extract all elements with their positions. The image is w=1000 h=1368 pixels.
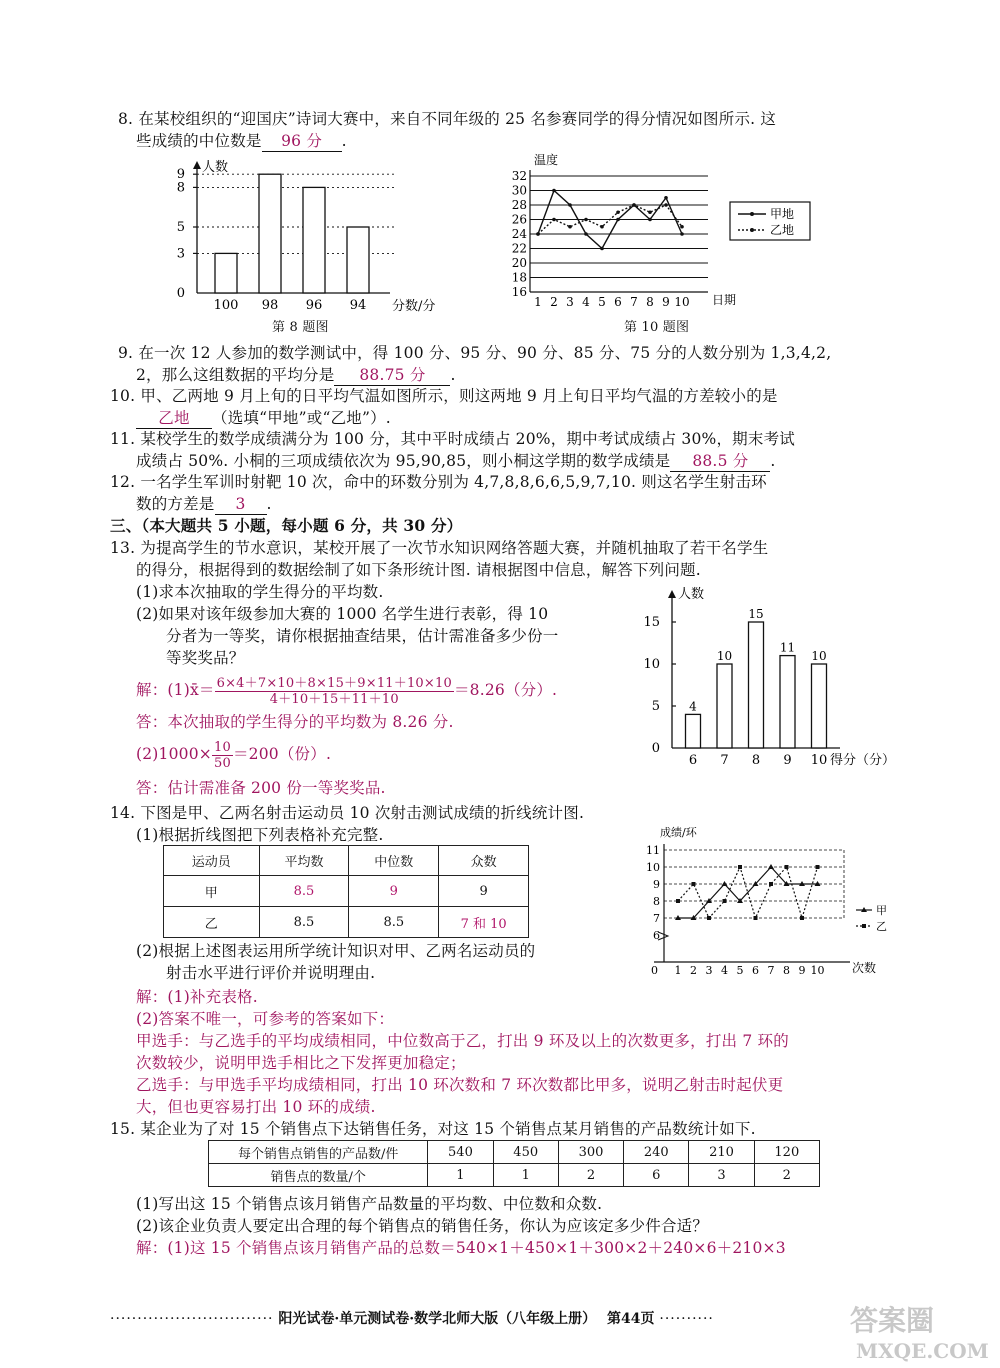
fig10-ytick: 20	[511, 256, 527, 270]
q13-bar	[717, 664, 732, 748]
q10-line2: 乙地 （选填“甲地”或“乙地”）.	[136, 408, 391, 429]
fig8-xtick: 94	[349, 298, 367, 313]
q14-ytick: 10	[646, 861, 660, 874]
fig8-ytick: 8	[176, 180, 185, 196]
q9-line2: 2，那么这组数据的平均分是 88.75 分 .	[136, 366, 456, 384]
q13-part2c: 等奖奖品？	[166, 649, 245, 667]
q14-point-b	[676, 899, 680, 903]
fig10-xlabel: 日期	[712, 293, 737, 307]
q14-cell: 9	[349, 876, 439, 907]
fig10-xtick: 5	[598, 295, 606, 309]
fig10-xtick: 1	[534, 295, 542, 309]
fig10-ytick: 32	[511, 169, 527, 183]
q15-cell: 210	[689, 1141, 754, 1164]
q14-ytick: 11	[646, 844, 660, 857]
q13-xtick: 9	[783, 753, 792, 768]
fig10-point	[616, 218, 620, 222]
q14-part2b: 射击水平进行评价并说明理由.	[166, 964, 376, 982]
q14-point-a	[722, 881, 728, 886]
fig10-point	[648, 218, 652, 222]
q13-part2a: (2)如果对该年级参加大赛的 1000 名学生进行表彰，得 10	[136, 605, 549, 623]
fig8-bar	[215, 253, 237, 293]
fig10-point	[664, 196, 668, 200]
q11-answer: 88.5 分	[670, 451, 770, 472]
fig10-xtick: 10	[674, 295, 690, 309]
fig8-xtick: 96	[305, 298, 323, 313]
q14-chart	[640, 822, 900, 982]
q14-sol-1: 解：(1)补充表格.	[136, 988, 258, 1006]
q14-cell: 8.5	[259, 876, 349, 907]
q13-part1: (1)求本次抽取的学生得分的平均数.	[136, 583, 384, 601]
fig8-ytick: 0	[176, 286, 185, 301]
page-number: 第44页	[607, 1311, 655, 1327]
q14-chart-origin: 0	[651, 964, 658, 977]
fig10-point	[632, 203, 636, 207]
fig10-point	[552, 189, 556, 193]
fig8-xtick: 100	[213, 298, 239, 313]
q11-line1: 11. 某校学生的数学成绩满分为 100 分，其中平时成绩占 20%，期中考试成绩占 30%，期末考试	[110, 430, 795, 448]
q15-cell: 450	[493, 1141, 558, 1164]
q14-cell: 8.5	[349, 907, 439, 938]
fig10-ytick: 26	[511, 212, 527, 227]
q14-th: 众数	[439, 846, 529, 876]
q14-chart-xlabel: 次数	[852, 961, 877, 975]
q13-ytick: 10	[643, 657, 660, 672]
q14-ytick: 6	[653, 929, 660, 942]
q11-line2: 成绩占 50%. 小桐的三项成绩依次为 95,90,85，则小桐这学期的数学成绩是 88.5 分 .	[136, 452, 776, 470]
q14-legend-a: 甲	[876, 904, 887, 917]
q8-line1: 8. 在某校组织的“迎国庆”诗词大赛中，来自不同年级的 25 名参赛同学的得分情况如图所示. 这	[118, 110, 777, 128]
fig10-point	[552, 218, 556, 222]
q14-sol-6: 大，但也更容易打出 10 环的成绩.	[136, 1098, 376, 1116]
fig10-ytick: 22	[511, 241, 527, 256]
q14-sol-3: 甲选手：与乙选手的平均成绩相同，中位数高于乙，打出 9 环及以上的次数更多，打出 7 环的	[136, 1032, 789, 1050]
fig8-ylabel: 人数	[202, 160, 229, 175]
fig8-xtick: 98	[261, 298, 279, 313]
q13-answer-2: 答：估计需准备 200 份一等奖奖品.	[136, 779, 386, 797]
q13-chart	[640, 582, 900, 772]
q14-xtick: 8	[783, 964, 790, 977]
fig10-ytick: 30	[511, 183, 527, 198]
page-footer: ······························ 阳光试卷·单元测试卷·数学北师大版（八年级上册） 第44页 ··········	[110, 1311, 714, 1327]
q13-bar	[686, 714, 701, 748]
q15-cell: 120	[754, 1141, 819, 1164]
q13-solution-2: (2)1000× $\frac{10}{50}$ ＝200（份）.	[136, 739, 332, 771]
q13-solution-1: 解：(1)x̄＝ $\frac{6\times 4+7\times 10+8\times 15+9\times 11+10\times 10}{4+10+15+11+10}$ ＝8.26（分）.	[136, 675, 558, 707]
q14-sol-2: (2)答案不唯一，可参考的答案如下：	[136, 1010, 395, 1028]
q15-part2: (2)该企业负责人要定出合理的每个销售点的销售任务，你认为应该定多少件合适？	[136, 1217, 709, 1235]
q12-answer: 3	[215, 494, 267, 515]
q14-point-b	[816, 865, 820, 869]
q14-point-b	[785, 865, 789, 869]
fig10-xtick: 7	[630, 295, 638, 309]
q15-line1: 15. 某企业为了对 15 个销售点下达销售任务，对这 15 个销售点某月销售的产品数统计如下.	[110, 1120, 756, 1138]
q14-table	[163, 845, 529, 938]
q13-xtick: 10	[810, 753, 828, 768]
watermark-text: 答案圈	[850, 1304, 935, 1337]
fig10-point	[568, 225, 572, 229]
q14-ytick: 8	[653, 895, 660, 908]
q12-line1: 12. 一名学生军训时射靶 10 次，命中的环数分别为 4,7,8,8,6,6,5,9,7,10. 则这名学生射击环	[110, 473, 767, 491]
q15-cell: 540	[428, 1141, 493, 1164]
q13-bar-label: 10	[716, 649, 733, 663]
q14-part2a: (2)根据上述图表运用所学统计知识对甲、乙两名运动员的	[136, 942, 536, 960]
q14-series-line	[678, 867, 818, 918]
fig10-point	[568, 203, 572, 207]
q14-point-b	[800, 916, 804, 920]
q10-answer: 乙地	[136, 408, 212, 429]
q14-point-b	[723, 899, 727, 903]
fig10-point	[680, 232, 684, 236]
fig10-xtick: 9	[662, 295, 670, 309]
q14-th: 运动员	[164, 846, 260, 876]
watermark-logo	[848, 1300, 998, 1366]
q8-answer: 96 分	[262, 131, 342, 152]
watermark-url: MXQE.COM	[856, 1339, 989, 1363]
q13-xtick: 8	[751, 753, 761, 768]
q14-ytick: 7	[653, 912, 660, 925]
q13-line2: 的得分，根据得到的数据绘制了如下条形统计图. 请根据图中信息，解答下列问题.	[136, 561, 701, 579]
q14-part1: (1)根据折线图把下列表格补充完整.	[136, 826, 384, 844]
q14-point-b	[738, 865, 742, 869]
q12-line2: 数的方差是 3 .	[136, 495, 272, 513]
q13-answer-1: 答：本次抽取的学生得分的平均数为 8.26 分.	[136, 713, 454, 731]
fig10-point	[584, 218, 588, 222]
fig10-xtick: 2	[550, 295, 558, 309]
q14-sol-5: 乙选手：与甲选手平均成绩相同，打出 10 环次数和 7 环次数都比甲多，说明乙射击时起伏更	[136, 1076, 784, 1094]
q15-table	[208, 1140, 820, 1187]
q14-xtick: 6	[752, 964, 759, 977]
q15-row1-label: 每个销售点销售的产品数/件	[209, 1141, 428, 1164]
fig10-xtick: 6	[614, 295, 622, 309]
q14-xtick: 2	[690, 964, 697, 977]
q15-row2-label: 销售点的数量/个	[209, 1164, 428, 1187]
q14-xtick: 4	[721, 964, 728, 977]
q13-xtick: 7	[720, 753, 729, 768]
q15-part1: (1)写出这 15 个销售点该月销售产品数量的平均数、中位数和众数.	[136, 1195, 603, 1213]
fig8-ytick: 3	[176, 246, 185, 262]
q15-cell: 240	[624, 1141, 689, 1164]
q15-cell: 300	[558, 1141, 623, 1164]
fig8-bar	[259, 174, 281, 293]
fig10-legend-a: 甲地	[770, 207, 795, 221]
q15-cell: 1	[493, 1164, 558, 1187]
q15-cell: 3	[689, 1164, 754, 1187]
q13-bar-label: 10	[811, 649, 827, 663]
q14-sol-4: 次数较少，说明甲选手相比之下发挥更加稳定；	[136, 1054, 466, 1072]
fig8-bar	[303, 187, 325, 293]
q13-bar-label: 4	[689, 699, 697, 714]
fig10-ytick: 18	[511, 270, 527, 285]
fig10-point	[600, 225, 604, 229]
q15-cell: 2	[558, 1164, 623, 1187]
q13-ytick: 0	[651, 741, 660, 756]
q13-bar-label: 15	[748, 607, 764, 621]
q15-cell: 6	[624, 1164, 689, 1187]
q14-point-b	[769, 882, 773, 886]
q13-bar-label: 11	[779, 640, 796, 655]
q13-chart-xlabel: 得分（分）	[830, 753, 896, 768]
fig8-bar	[347, 227, 369, 293]
q14-cell: 9	[439, 876, 529, 907]
fig8-caption: 第 8 题图	[272, 320, 329, 335]
q13-bar	[780, 656, 795, 748]
q14-point-b	[692, 882, 696, 886]
q14-xtick: 1	[674, 964, 682, 977]
q14-cell: 甲	[164, 876, 260, 907]
q15-cell: 2	[754, 1164, 819, 1187]
fig10-point	[680, 225, 684, 229]
q14-cell: 7 和 10	[439, 907, 529, 938]
q13-part2b: 分者为一等奖，请你根据抽查结果，估计需准备多少份一	[166, 627, 559, 645]
q14-point-a	[768, 864, 774, 869]
fig10-point	[616, 210, 620, 214]
q14-legend-b: 乙	[876, 920, 887, 933]
q14-xtick: 7	[767, 964, 775, 977]
section-3-heading: 三、（本大题共 5 小题，每小题 6 分，共 30 分）	[110, 516, 463, 535]
fig8-ytick: 5	[176, 220, 185, 235]
q14-point-b	[707, 916, 711, 920]
q14-xtick: 10	[810, 964, 825, 977]
fig10-ytick: 28	[511, 198, 527, 212]
fig10-xtick: 3	[566, 295, 574, 309]
q15-solution: 解：(1)这 15 个销售点该月销售产品的总数＝540×1＋450×1＋300×2＋240×6＋210×3	[136, 1239, 786, 1257]
fig10-chart	[500, 152, 820, 317]
q14-ytick: 9	[653, 878, 660, 891]
fig10-point	[536, 232, 540, 236]
q9-answer: 88.75 分	[334, 365, 450, 386]
q15-cell: 1	[428, 1164, 493, 1187]
q13-chart-ylabel: 人数	[678, 587, 705, 602]
q14-th: 中位数	[349, 846, 439, 876]
q13-ytick: 15	[643, 615, 660, 630]
q14-xtick: 3	[705, 964, 713, 977]
q13-line1: 13. 为提高学生的节水意识，某校开展了一次节水知识网络答题大赛，并随机抽取了若干名学生	[110, 539, 769, 557]
q14-xtick: 9	[798, 964, 806, 977]
q13-bar	[812, 664, 827, 748]
q14-cell: 乙	[164, 907, 260, 938]
fig10-point	[664, 203, 668, 207]
q10-line1: 10. 甲、乙两地 9 月上旬的日平均气温如图所示，则这两地 9 月上旬日平均气温的方差较小的是	[110, 387, 778, 405]
fig10-xtick: 8	[646, 295, 654, 309]
fig10-ytick: 16	[511, 285, 527, 299]
fig10-point	[584, 232, 588, 236]
q13-ytick: 5	[651, 699, 660, 714]
fig8-ytick: 9	[176, 167, 185, 183]
fig10-legend-b: 乙地	[770, 223, 795, 237]
fig10-xtick: 4	[582, 295, 590, 309]
q14-line1: 14. 下图是甲、乙两名射击运动员 10 次射击测试成绩的折线统计图.	[110, 804, 585, 822]
q13-xtick: 6	[688, 753, 698, 768]
q8-line2: 些成绩的中位数是 96 分 .	[136, 132, 347, 150]
fig8-chart	[160, 155, 460, 335]
q9-line1: 9. 在一次 12 人参加的数学测试中，得 100 分、95 分、90 分、85 分、75 分的人数分别为 1,3,4,2,	[118, 344, 832, 362]
fig10-ylabel: 温度	[534, 153, 559, 167]
fig8-xlabel: 分数/分	[392, 299, 436, 314]
q13-bar	[749, 622, 764, 748]
fig10-point	[648, 210, 652, 214]
q14-cell: 8.5	[259, 907, 349, 938]
q14-th: 平均数	[259, 846, 349, 876]
footer-title: 阳光试卷·单元测试卷·数学北师大版（八年级上册）	[278, 1311, 597, 1327]
fig10-ytick: 24	[511, 227, 527, 241]
q14-chart-ylabel: 成绩/环	[660, 826, 697, 839]
fig10-point	[600, 247, 604, 251]
q14-point-b	[754, 916, 758, 920]
q14-xtick: 5	[736, 964, 744, 977]
fig10-caption: 第 10 题图	[624, 320, 690, 335]
